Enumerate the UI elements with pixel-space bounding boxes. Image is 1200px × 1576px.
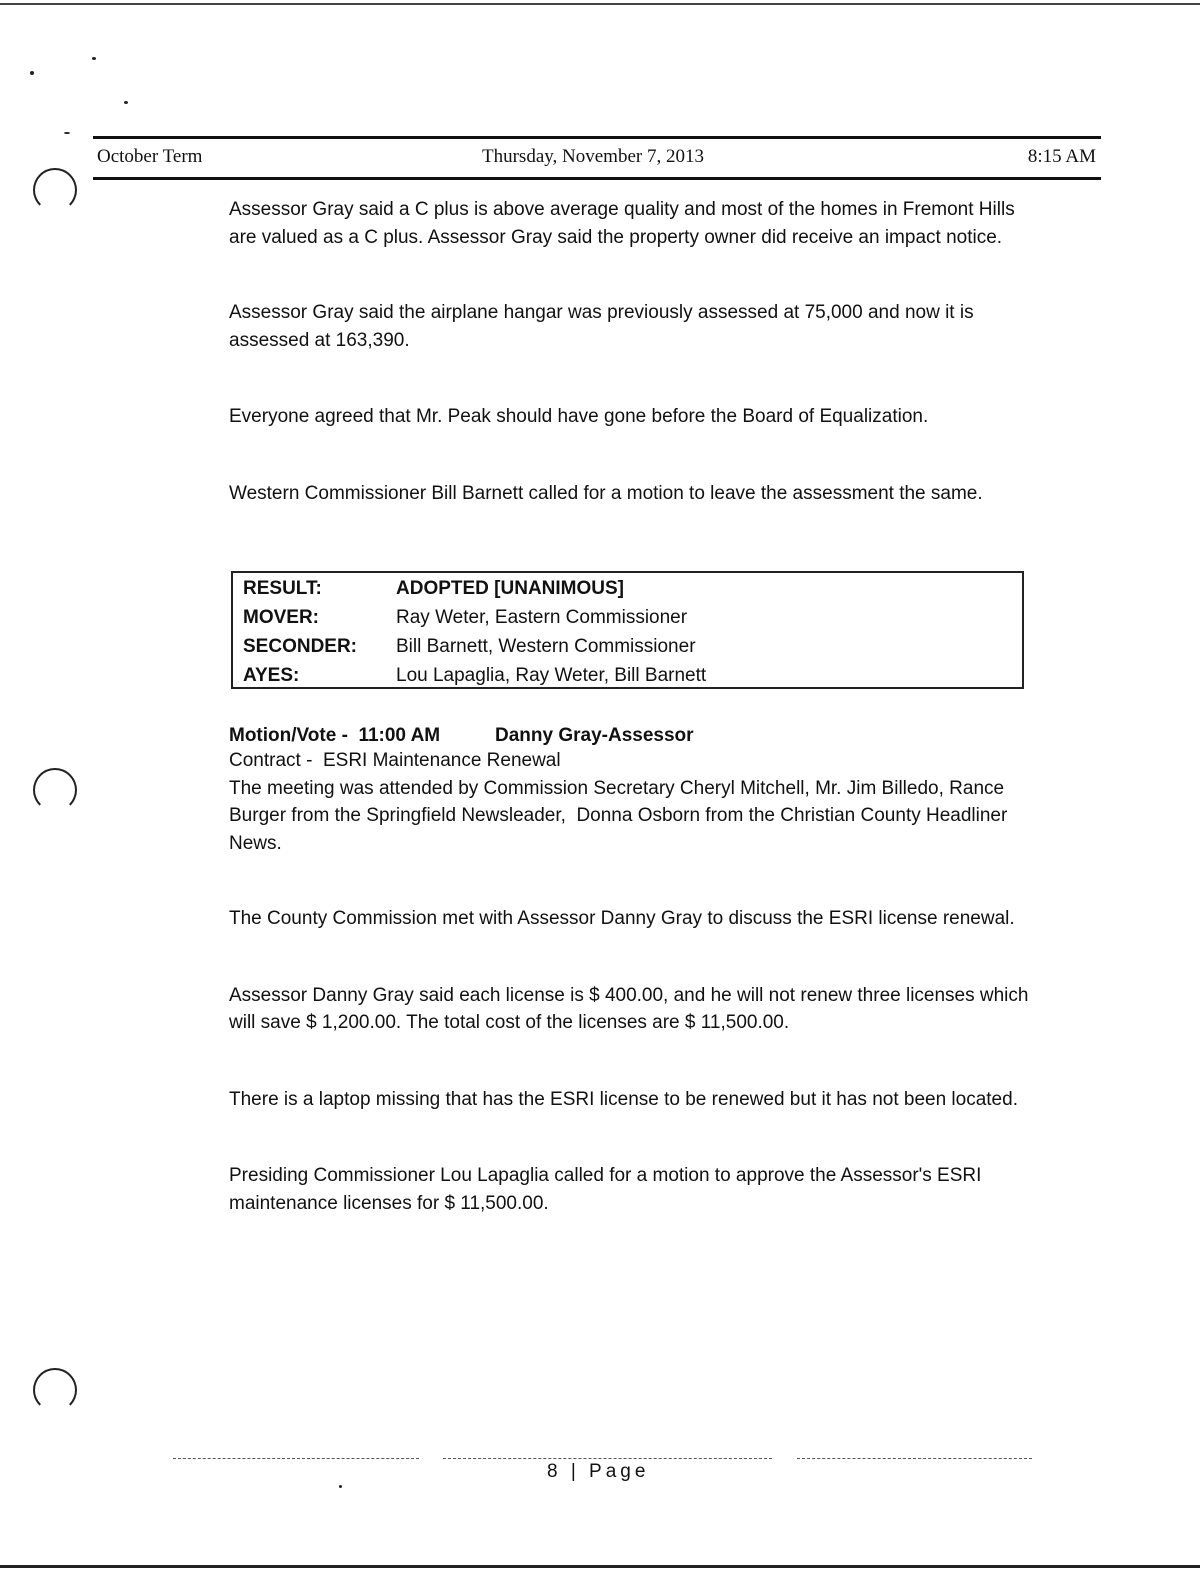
vote-row-ayes (243, 661, 706, 690)
header-bottom-rule (93, 177, 1101, 180)
vote-result-value: ADOPTED [UNANIMOUS] (396, 578, 624, 599)
scan-speck (339, 1485, 342, 1488)
footer-rule (173, 1458, 419, 1459)
vote-mover-label: MOVER: (243, 607, 319, 628)
paragraph-board-equalization: Everyone agreed that Mr. Peak should have gone before the Board of Equalization. (229, 406, 929, 427)
scan-speck (30, 71, 34, 75)
paragraph-missing-laptop: There is a laptop missing that has the ESRI license to be renewed but it has not been located. (229, 1088, 1018, 1110)
punch-hole (33, 168, 77, 212)
footer-rule (797, 1458, 1032, 1459)
vote-ayes-value: Lou Lapaglia, Ray Weter, Bill Barnett (396, 665, 707, 686)
vote-seconder-label: SECONDER: (243, 636, 358, 657)
scan-speck (92, 57, 96, 60)
page-number: 8 | Page (547, 1461, 650, 1482)
motion-person: Danny Gray-Assessor (495, 725, 694, 746)
vote-result-label: RESULT: (243, 578, 322, 599)
vote-row-mover (243, 603, 687, 632)
punch-hole (33, 768, 77, 812)
vote-ayes-label: AYES: (243, 665, 300, 686)
minutes-body-bottom (229, 747, 1039, 1217)
scan-speck (124, 101, 128, 104)
paragraph-attendance: The meeting was attended by Commission Secretary Cheryl Mitchell, Mr. Jim Billedo, Rance Burger from the Springfield Newsleader, Donna Osborn from the Christian County Headliner News. (229, 777, 1013, 854)
vote-row-result (243, 574, 624, 603)
vote-row-seconder (243, 632, 696, 661)
vote-result-box (231, 571, 1024, 689)
paragraph-license-discussion: The County Commission met with Assessor Danny Gray to discuss the ESRI license renewal. (229, 908, 1015, 929)
motion-heading (229, 722, 694, 749)
footer-rule (443, 1458, 772, 1459)
header-top-rule (93, 136, 1101, 139)
scan-bottom-edge-line (0, 1565, 1200, 1568)
paragraph-license-cost: Assessor Danny Gray said each license is $ 400.00, and he will not renew three licenses which will save $ 1,200.00. The total cost of the licenses are $ 11,500.00. (229, 984, 1029, 1033)
paragraph-quality-grade: Assessor Gray said a C plus is above average quality and most of the homes in Fremont Hills are valued as a C plus. Assessor Gray said the property owner did receive an impact notice. (229, 199, 1015, 248)
header-term: October Term (97, 146, 203, 167)
minutes-body-top (229, 196, 1039, 507)
vote-seconder-value: Bill Barnett, Western Commissioner (396, 636, 696, 657)
paragraph-hangar-assessment: Assessor Gray said the airplane hangar was previously assessed at 75,000 and now it is assessed at 163,390. (229, 302, 974, 351)
motion-time: Motion/Vote - 11:00 AM (229, 725, 441, 746)
header-date: Thursday, November 7, 2013 (482, 146, 704, 167)
scan-speck (64, 132, 70, 134)
paragraph-motion-call: Western Commissioner Bill Barnett called for a motion to leave the assessment the same. (229, 482, 983, 504)
punch-hole (33, 1368, 77, 1412)
scan-top-edge-line (0, 3, 1200, 5)
paragraph-approval-motion: Presiding Commissioner Lou Lapaglia called for a motion to approve the Assessor's ESRI maintenance licenses for $ 11,500.00. (229, 1165, 982, 1214)
header-time: 8:15 AM (1027, 146, 1096, 167)
vote-mover-value: Ray Weter, Eastern Commissioner (396, 607, 688, 628)
paragraph-contract: Contract - ESRI Maintenance Renewal (229, 750, 561, 771)
